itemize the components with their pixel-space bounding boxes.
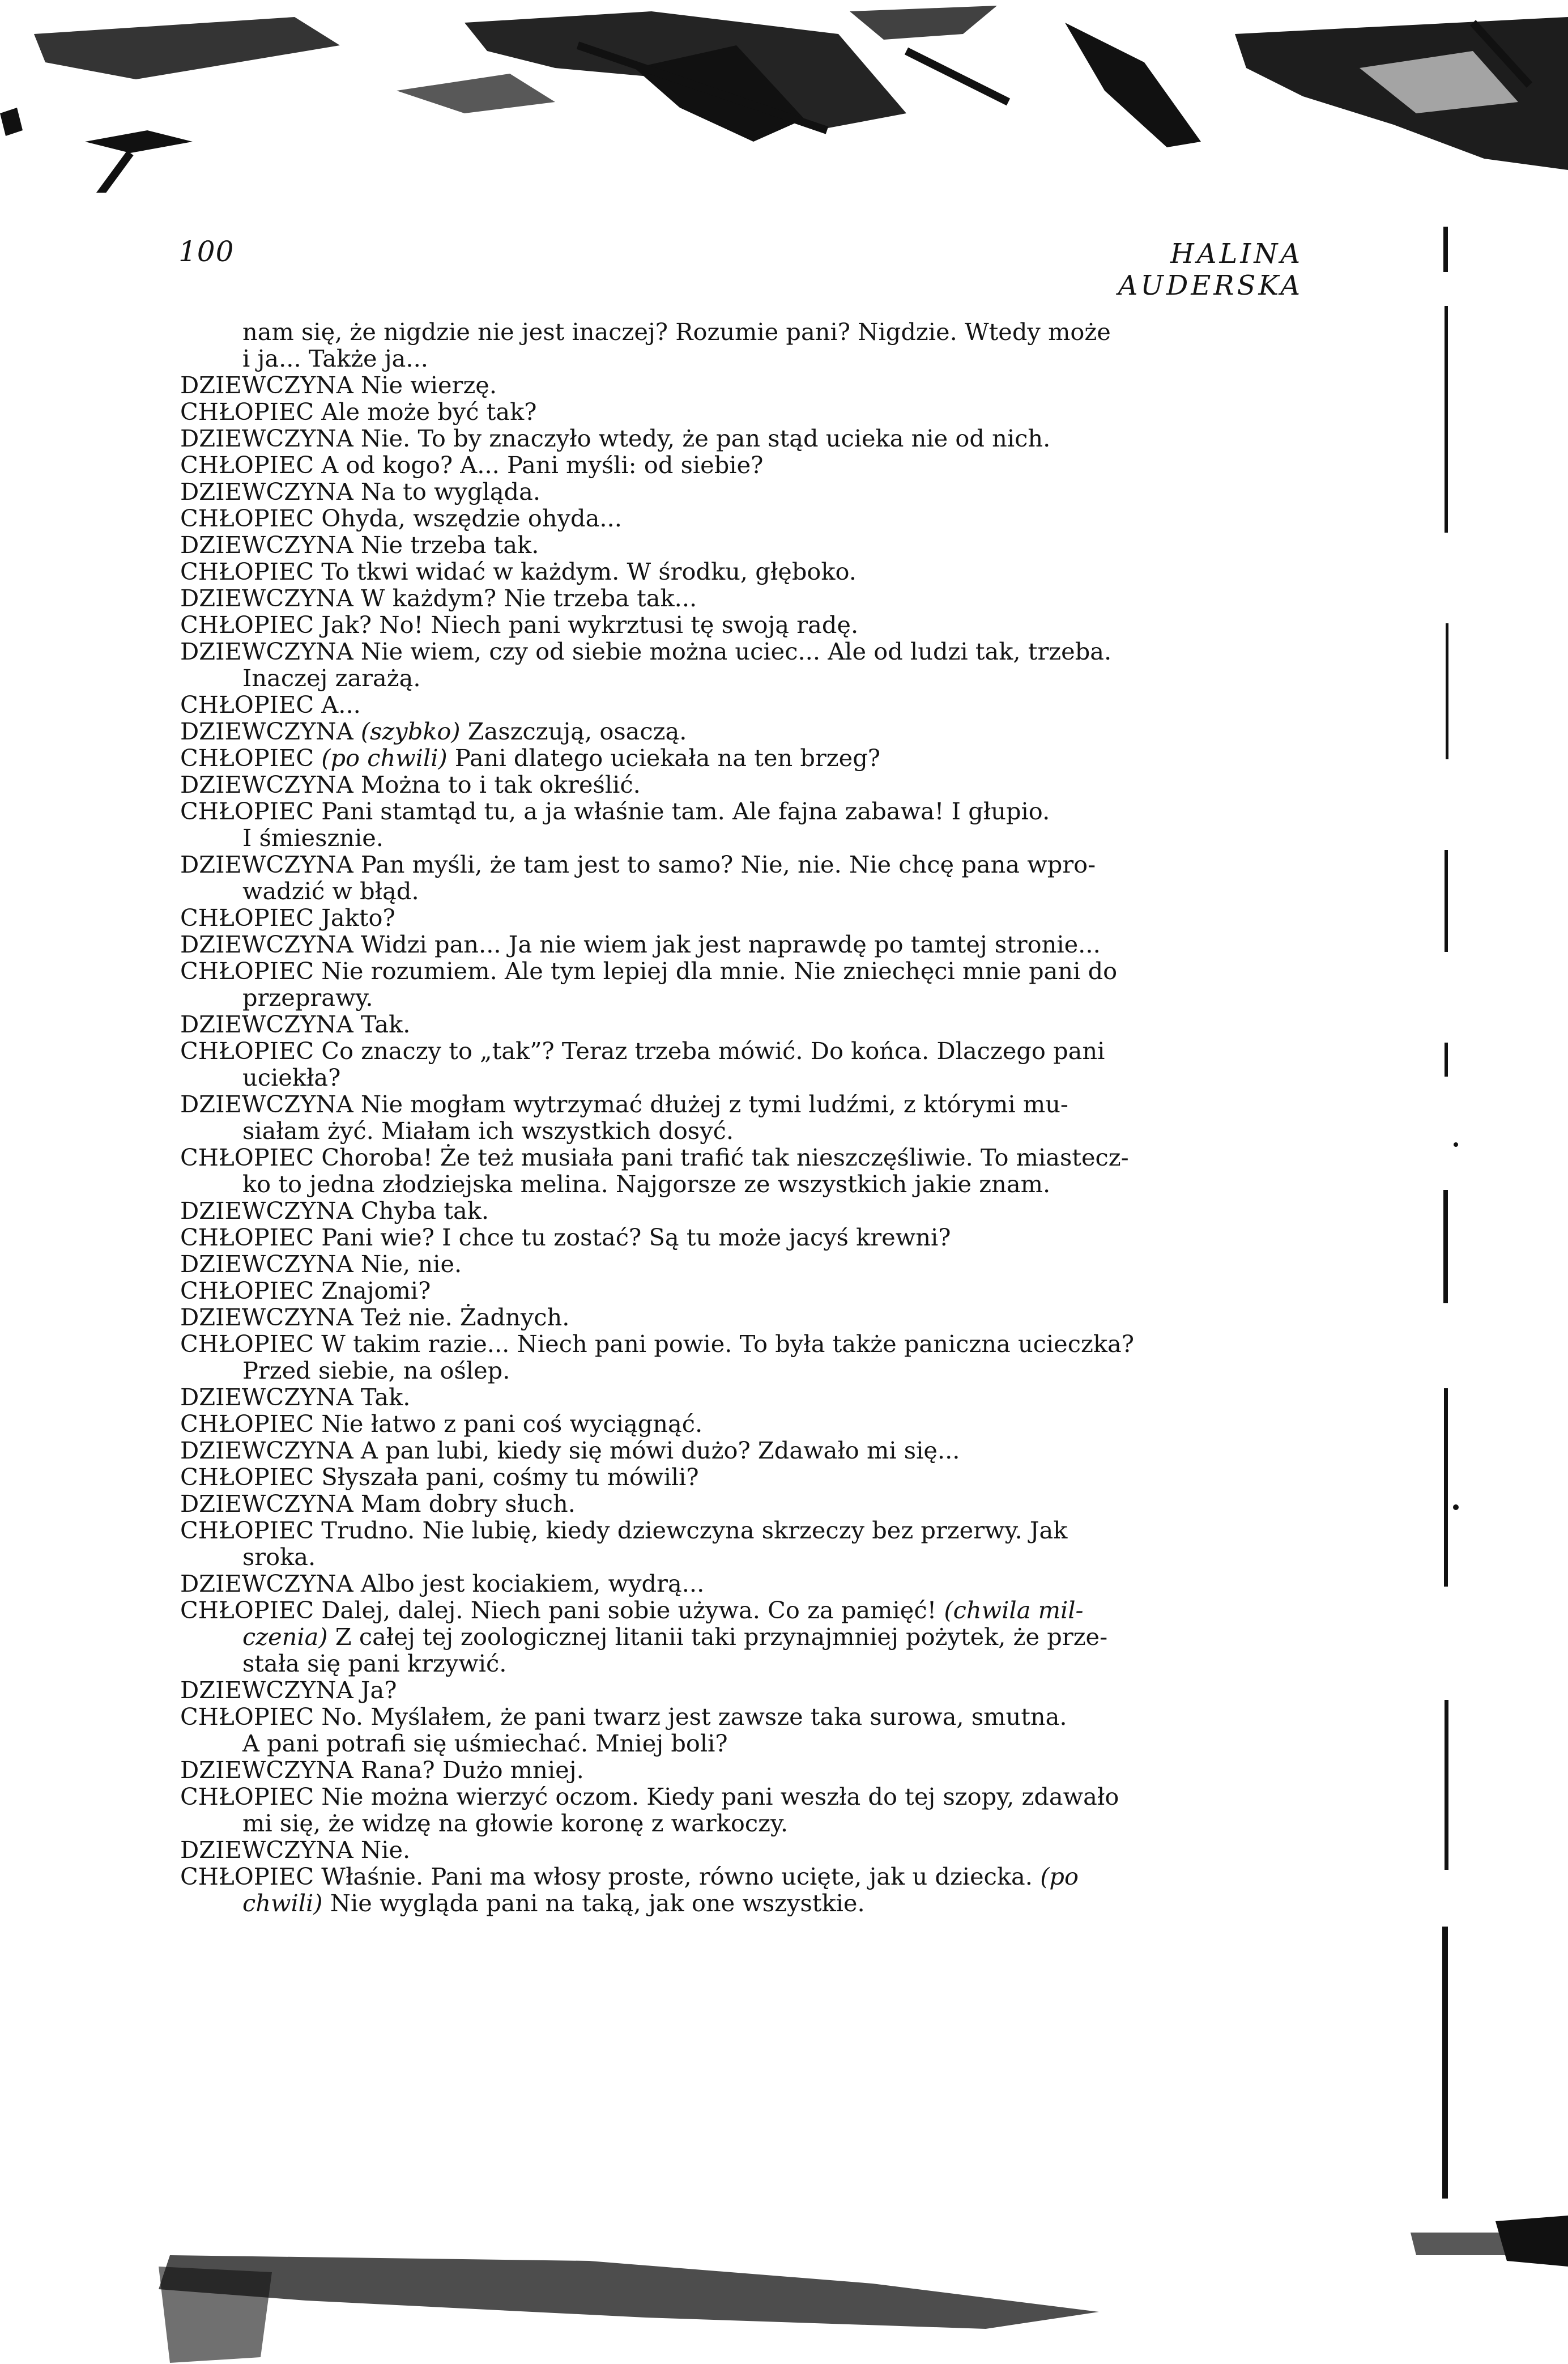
text-line-continuation: uciekła? — [242, 1064, 341, 1091]
text-line: DZIEWCZYNA Nie. To by znaczyło wtedy, że pan stąd ucieka nie od nich. — [180, 424, 1051, 452]
text-line-continuation: I śmiesznie. — [242, 824, 384, 852]
text-line: CHŁOPIEC Nie rozumiem. Ale tym lepiej dla mnie. Nie zniechęci mnie pani do — [180, 957, 1118, 985]
text-line: CHŁOPIEC Ale może być tak? — [180, 398, 537, 426]
text-line: CHŁOPIEC Co znaczy to „tak”? Teraz trzeba mówić. Do końca. Dlaczego pani — [180, 1037, 1105, 1065]
text-line: CHŁOPIEC To tkwi widać w każdym. W środku, głęboko. — [180, 558, 857, 585]
text-line: CHŁOPIEC Właśnie. Pani ma włosy proste, równo ucięte, jak u dziecka. (po — [180, 1863, 1079, 1890]
text-line: DZIEWCZYNA Widzi pan... Ja nie wiem jak jest naprawdę po tamtej stronie... — [180, 930, 1101, 958]
text-line: DZIEWCZYNA Też nie. Żadnych. — [180, 1303, 570, 1331]
text-line: DZIEWCZYNA A pan lubi, kiedy się mówi dużo? Zdawało mi się... — [180, 1436, 960, 1464]
text-line-continuation: Przed siebie, na oślep. — [242, 1357, 510, 1384]
stage-direction: chwili) — [242, 1889, 323, 1917]
text-line: DZIEWCZYNA Pan myśli, że tam jest to samo? Nie, nie. Nie chcę pana wpro- — [180, 851, 1096, 878]
text-line-continuation: wadzić w błąd. — [242, 877, 419, 905]
text-line: CHŁOPIEC Ohyda, wszędzie ohyda... — [180, 504, 622, 532]
text-line: DZIEWCZYNA Chyba tak. — [180, 1197, 489, 1224]
text-line: DZIEWCZYNA Nie wiem, czy od siebie można uciec... Ale od ludzi tak, trzeba. — [180, 637, 1112, 665]
text-line: CHŁOPIEC No. Myślałem, że pani twarz jest zawsze taka surowa, smutna. — [180, 1703, 1067, 1731]
stage-direction: (po — [1040, 1863, 1079, 1890]
text-line: DZIEWCZYNA Ja? — [180, 1676, 397, 1704]
text-line: CHŁOPIEC Znajomi? — [180, 1277, 431, 1304]
text-line: CHŁOPIEC Jak? No! Niech pani wykrztusi tę swoją radę. — [180, 611, 859, 639]
text-line: CHŁOPIEC Nie łatwo z pani coś wyciągnąć. — [180, 1410, 703, 1438]
text-line: DZIEWCZYNA Rana? Dużo mniej. — [180, 1756, 584, 1784]
stage-direction: (chwila mil- — [944, 1596, 1084, 1624]
text-line: CHŁOPIEC Pani wie? I chce tu zostać? Są tu może jacyś krewni? — [180, 1223, 951, 1251]
text-line: DZIEWCZYNA Albo jest kociakiem, wydrą... — [180, 1570, 705, 1597]
text-line: CHŁOPIEC (po chwili) Pani dlatego uciekała na ten brzeg? — [180, 744, 881, 772]
scan-edge-right — [1439, 227, 1462, 2221]
play-text — [180, 318, 1307, 1916]
text-line: CHŁOPIEC A... — [180, 691, 361, 718]
text-line: DZIEWCZYNA Można to i tak określić. — [180, 771, 641, 798]
text-line: CHŁOPIEC Trudno. Nie lubię, kiedy dziewczyna skrzeczy bez przerwy. Jak — [180, 1516, 1068, 1544]
text-line-continuation: mi się, że widzę na głowie koronę z warkoczy. — [242, 1809, 789, 1837]
text-line: CHŁOPIEC A od kogo? A... Pani myśli: od siebie? — [180, 451, 764, 479]
stage-direction: (po chwili) — [321, 744, 448, 772]
text-line: DZIEWCZYNA Nie trzeba tak. — [180, 531, 539, 559]
text-line-continuation: stała się pani krzywić. — [242, 1649, 507, 1677]
text-line: CHŁOPIEC Słyszała pani, cośmy tu mówili? — [180, 1463, 699, 1491]
text-line-continuation: ko to jedna złodziejska melina. Najgorsze ze wszystkich jakie znam. — [242, 1170, 1051, 1198]
text-line: DZIEWCZYNA Nie mogłam wytrzymać dłużej z tymi ludźmi, z którymi mu- — [180, 1090, 1068, 1118]
text-line-continuation: Inaczej zarażą. — [242, 664, 421, 692]
stage-direction: czenia) — [242, 1623, 328, 1651]
text-line: DZIEWCZYNA Nie wierzę. — [180, 371, 497, 399]
text-line: DZIEWCZYNA Tak. — [180, 1383, 411, 1411]
text-line: DZIEWCZYNA Tak. — [180, 1010, 411, 1038]
text-line-continuation: nam się, że nigdzie nie jest inaczej? Rozumie pani? Nigdzie. Wtedy może — [242, 318, 1111, 346]
page-number: 100 — [178, 235, 235, 268]
text-line: DZIEWCZYNA Nie, nie. — [180, 1250, 462, 1278]
text-line-continuation: A pani potrafi się uśmiechać. Mniej boli? — [242, 1729, 728, 1757]
text-line: DZIEWCZYNA Mam dobry słuch. — [180, 1490, 576, 1517]
stage-direction: (szybko) — [360, 717, 461, 745]
scan-smudge-top — [0, 0, 1568, 193]
text-line: CHŁOPIEC Nie można wierzyć oczom. Kiedy pani weszła do tej szopy, zdawało — [180, 1783, 1119, 1810]
text-line-continuation: przeprawy. — [242, 984, 373, 1011]
text-line: DZIEWCZYNA (szybko) Zaszczują, osaczą. — [180, 717, 687, 745]
text-line-continuation: czenia) Z całej tej zoologicznej litanii taki przynajmniej pożytek, że prze- — [242, 1623, 1108, 1651]
text-line: CHŁOPIEC Dalej, dalej. Niech pani sobie używa. Co za pamięć! (chwila mil- — [180, 1596, 1084, 1624]
text-line: DZIEWCZYNA W każdym? Nie trzeba tak... — [180, 584, 697, 612]
text-line: CHŁOPIEC W takim razie... Niech pani powie. To była także paniczna ucieczka? — [180, 1330, 1134, 1358]
text-line-continuation: sroka. — [242, 1543, 316, 1571]
text-line: CHŁOPIEC Choroba! Że też musiała pani trafić tak nieszczęśliwie. To miastecz- — [180, 1143, 1129, 1171]
text-line-continuation: i ja... Także ja... — [242, 345, 428, 372]
text-line: DZIEWCZYNA Na to wygląda. — [180, 478, 541, 505]
text-line: CHŁOPIEC Jakto? — [180, 904, 395, 932]
scan-smudge-bottom — [136, 2199, 1568, 2364]
running-head-author: HALINA AUDERSKA — [1118, 238, 1303, 301]
text-line: CHŁOPIEC Pani stamtąd tu, a ja właśnie tam. Ale fajna zabawa! I głupio. — [180, 797, 1050, 825]
text-line-continuation: siałam żyć. Miałam ich wszystkich dosyć. — [242, 1117, 734, 1145]
text-line-continuation: chwili) Nie wygląda pani na taką, jak one wszystkie. — [242, 1889, 865, 1917]
text-line: DZIEWCZYNA Nie. — [180, 1836, 411, 1864]
